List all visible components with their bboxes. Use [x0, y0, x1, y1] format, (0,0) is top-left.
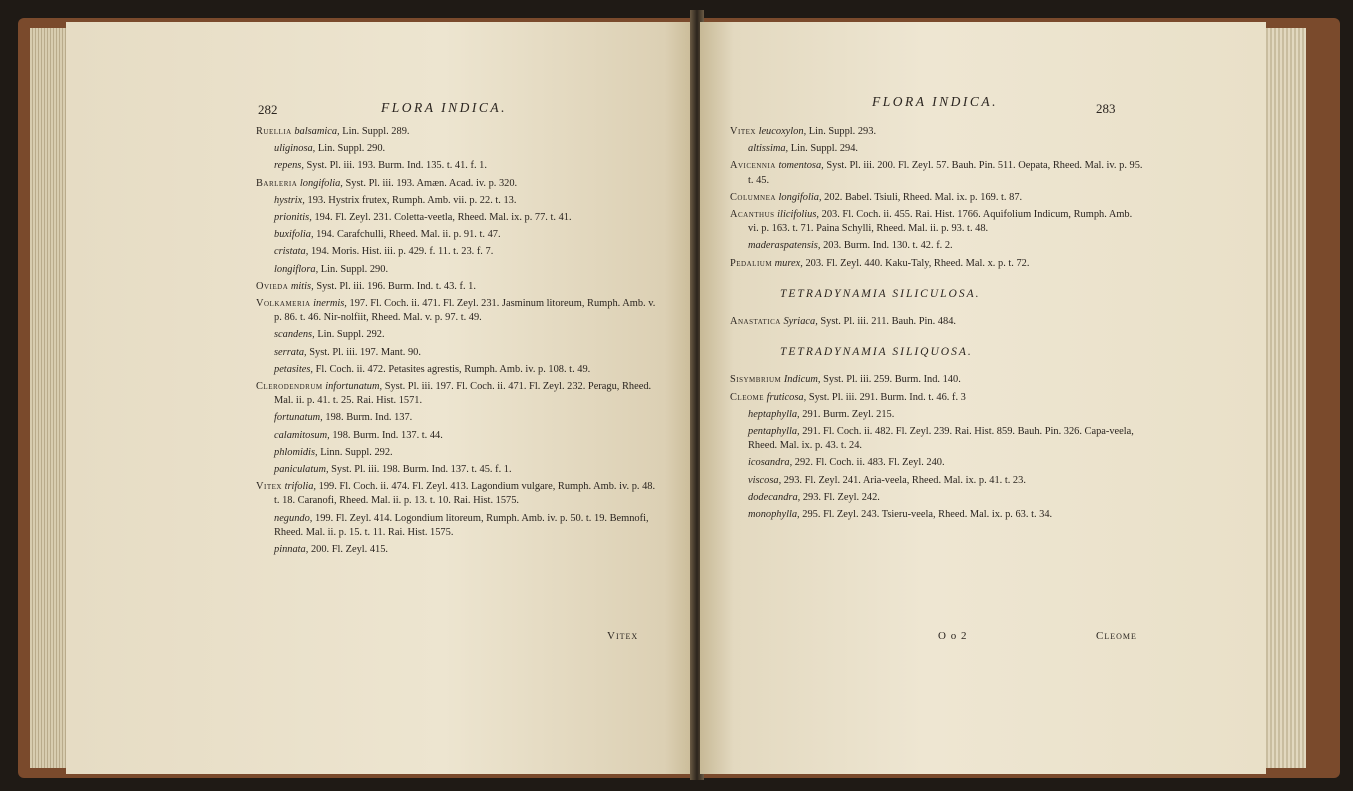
species-name: longifolia,: [299, 177, 343, 189]
species-name: Indicum,: [783, 374, 821, 386]
species-name: Syriaca,: [783, 316, 818, 328]
entry-references: 199. Fl. Zeyl. 414. Logondium litoreum, Rumph. Amb. iv. p. 50. t. 19. Bemnofi, Rheed. Mal. ii. p. 15. t. 11. Rai. Hist. 1575.: [274, 512, 649, 538]
catalogue-entry: [256, 263, 656, 277]
catalogue-entry: [256, 363, 656, 377]
catalogue-entry: [256, 142, 656, 156]
running-head-left: FLORA INDICA.: [381, 100, 507, 115]
catalogue-entry: [256, 543, 656, 557]
species-name: paniculatum,: [274, 464, 329, 476]
entry-references: Lin. Suppl. 290.: [317, 143, 386, 155]
left-page-edges: [30, 28, 70, 768]
species-name: negundo,: [274, 512, 313, 524]
entry-references: Syst. Pl. iii. 197. Mant. 90.: [309, 346, 421, 358]
entry-references: 200. Fl. Zeyl. 415.: [310, 544, 389, 556]
right-page-edges: [1262, 28, 1306, 768]
catalogue-entry: [730, 208, 1144, 236]
catalogue-entry: [256, 429, 656, 443]
species-name: scandens,: [274, 329, 315, 341]
catalogue-entry: [256, 446, 656, 460]
catalogue-entry: [256, 194, 656, 208]
right-entry-list-b: [730, 315, 1144, 329]
species-name: cristata,: [274, 246, 309, 258]
catalogue-entry: [730, 239, 1144, 253]
genus-name: Acanthus: [730, 209, 775, 221]
catalogue-entry: [256, 280, 656, 294]
entry-references: Lin. Suppl. 294.: [790, 143, 859, 155]
right-page: [700, 22, 1266, 774]
species-name: murex,: [774, 257, 803, 269]
catalogue-entry: [730, 191, 1144, 205]
right-entry-list-c: [730, 373, 1144, 522]
page-number-left: 282: [258, 102, 278, 117]
species-name: repens,: [274, 160, 304, 172]
entry-references: 203. Fl. Coch. ii. 455. Rai. Hist. 1766. Aquifolium Indicum, Rumph. Amb. vi. p. 163. t. 71. Paina Schylli, Rheed. Mal. ii. p. 93. t. 48.: [748, 209, 1133, 235]
species-name: phlomidis,: [274, 446, 318, 458]
entry-references: 194. Fl. Zeyl. 231. Coletta-veetla, Rheed. Mal. ix. p. 77. t. 41.: [314, 212, 572, 224]
catalogue-entry: [730, 125, 1144, 139]
species-name: calamitosum,: [274, 429, 330, 441]
catalogue-entry: [256, 411, 656, 425]
catalogue-entry: [730, 474, 1144, 488]
entry-references: 198. Burm. Ind. 137.: [325, 412, 413, 424]
catalogue-entry: [730, 315, 1144, 329]
species-name: pinnata,: [274, 544, 309, 556]
catalogue-entry: [730, 142, 1144, 156]
right-content: [730, 125, 1144, 525]
entry-references: Fl. Coch. ii. 472. Petasites agrestis, Rumph. Amb. iv. p. 108. t. 49.: [315, 363, 591, 375]
entry-references: Syst. Pl. iii. 259. Burm. Ind. 140.: [823, 374, 961, 386]
entry-references: Lin. Suppl. 289.: [342, 126, 410, 137]
entry-references: 198. Burm. Ind. 137. t. 44.: [332, 429, 443, 441]
catalogue-entry: [730, 408, 1144, 422]
species-name: tomentosa,: [778, 160, 824, 172]
entry-references: 203. Fl. Zeyl. 440. Kaku-Taly, Rheed. Mal. x. p. t. 72.: [805, 257, 1030, 269]
genus-name: Barleria: [256, 177, 298, 189]
catalogue-entry: [730, 491, 1144, 505]
entry-references: Syst. Pl. iii. 211. Bauh. Pin. 484.: [820, 316, 956, 328]
entry-references: Syst. Pl. iii. 291. Burm. Ind. t. 46. f. 3: [808, 391, 966, 403]
catalogue-entry: [256, 463, 656, 477]
catalogue-entry: [256, 328, 656, 342]
genus-name: Cleome: [730, 391, 765, 403]
catalogue-entry: [256, 380, 656, 408]
genus-name: Sisymbrium: [730, 374, 782, 386]
species-name: balsamica,: [294, 126, 340, 137]
species-name: prionitis,: [274, 212, 312, 224]
entry-references: 291. Burm. Zeyl. 215.: [802, 408, 895, 420]
entry-references: 293. Fl. Zeyl. 242.: [802, 491, 880, 503]
catalogue-entry: [730, 456, 1144, 470]
species-name: altissima,: [748, 143, 789, 155]
entry-references: Syst. Pl. iii. 196. Burm. Ind. t. 43. f. 1.: [316, 280, 476, 292]
entry-references: 293. Fl. Zeyl. 241. Aria-veela, Rheed. Mal. ix. p. 41. t. 23.: [783, 474, 1026, 486]
species-name: ilicifolius,: [777, 209, 820, 221]
catalogue-entry: [256, 228, 656, 242]
catchword-right: Cleome: [1096, 630, 1137, 642]
genus-name: Clerodendrum: [256, 381, 323, 393]
entry-references: 194. Carafchulli, Rheed. Mal. ii. p. 91. t. 47.: [316, 229, 501, 241]
species-name: uliginosa,: [274, 143, 316, 155]
catalogue-entry: [730, 159, 1144, 187]
species-name: buxifolia,: [274, 229, 314, 241]
entry-references: Lin. Suppl. 292.: [317, 329, 385, 341]
species-name: heptaphylla,: [748, 408, 800, 420]
genus-name: Ruellia: [256, 126, 292, 137]
catalogue-entry: [256, 480, 656, 508]
species-name: serrata,: [274, 346, 307, 358]
catalogue-entry: [256, 159, 656, 173]
entry-references: Syst. Pl. iii. 193. Amæn. Acad. iv. p. 320.: [345, 177, 518, 189]
species-name: petasites,: [274, 363, 313, 375]
page-number-right: 283: [1096, 101, 1116, 116]
section-heading-siliquosa: TETRADYNAMIA SILIQUOSA.: [780, 346, 973, 359]
catalogue-entry: [256, 512, 656, 540]
entry-references: Lin. Suppl. 293.: [808, 126, 877, 137]
signature-mark: O o 2: [938, 630, 968, 642]
genus-name: Vitex: [256, 481, 282, 493]
entry-references: Syst. Pl. iii. 198. Burm. Ind. 137. t. 45. f. 1.: [331, 464, 512, 476]
species-name: dodecandra,: [748, 491, 801, 503]
entry-references: Syst. Pl. iii. 200. Fl. Zeyl. 57. Bauh. Pin. 511. Oepata, Rheed. Mal. iv. p. 95. t. 45.: [748, 160, 1143, 186]
species-name: mitis,: [290, 280, 314, 292]
species-name: hystrix,: [274, 194, 305, 206]
catalogue-entry: [256, 346, 656, 360]
genus-name: Pedalium: [730, 257, 773, 269]
catalogue-entry: [256, 245, 656, 259]
catalogue-entry: [730, 257, 1144, 271]
left-page: [66, 22, 696, 774]
entry-references: 199. Fl. Coch. ii. 474. Fl. Zeyl. 413. Lagondium vulgare, Rumph. Amb. iv. p. 48. t. 18. Caranofi, Rheed. Mal. ii. p. 13. t. 10. Rai. Hist. 1575.: [274, 481, 656, 507]
catalogue-entry: [730, 373, 1144, 387]
entry-references: 295. Fl. Zeyl. 243. Tsieru-veela, Rheed. Mal. ix. p. 63. t. 34.: [802, 509, 1053, 521]
species-name: inermis,: [313, 298, 347, 310]
species-name: infortunatum,: [325, 381, 383, 393]
entry-references: 193. Hystrix frutex, Rumph. Amb. vii. p. 22. t. 13.: [307, 194, 517, 206]
species-name: pentaphylla,: [748, 426, 800, 438]
entry-references: 194. Moris. Hist. iii. p. 429. f. 11. t. 23. f. 7.: [310, 246, 494, 258]
right-entry-list-a: [730, 125, 1144, 271]
section-heading-siliculosa: TETRADYNAMIA SILICULOSA.: [780, 287, 981, 300]
species-name: viscosa,: [748, 474, 782, 486]
species-name: icosandra,: [748, 457, 793, 469]
entry-references: Syst. Pl. iii. 193. Burm. Ind. 135. t. 41. f. 1.: [306, 160, 487, 172]
genus-name: Anastatica: [730, 316, 781, 328]
species-name: fortunatum,: [274, 412, 323, 424]
catalogue-entry: [730, 425, 1144, 453]
genus-name: Volkameria: [256, 298, 311, 310]
genus-name: Vitex: [730, 126, 756, 137]
catalogue-entry: [730, 508, 1144, 522]
entry-references: 197. Fl. Coch. ii. 471. Fl. Zeyl. 231. Jasminum litoreum, Rumph. Amb. v. p. 86. t. 46. Nir-nolfiit, Rheed. Mal. v. p. 97. t. 49.: [274, 298, 656, 324]
species-name: monophylla,: [748, 509, 800, 521]
species-name: maderaspatensis,: [748, 240, 821, 252]
entry-references: Syst. Pl. iii. 197. Fl. Coch. ii. 471. Fl. Zeyl. 232. Peragu, Rheed. Mal. ii. p. 41. t. 25. Rai. Hist. 1571.: [274, 381, 652, 407]
genus-name: Columnea: [730, 191, 776, 203]
catchword-left: Vitex: [607, 630, 639, 642]
entry-references: 203. Burm. Ind. 130. t. 42. f. 2.: [823, 240, 953, 252]
species-name: fruticosa,: [766, 391, 807, 403]
entry-references: 291. Fl. Coch. ii. 482. Fl. Zeyl. 239. Rai. Hist. 859. Bauh. Pin. 326. Capa-veela, Rheed. Mal. ix. p. 43. t. 24.: [748, 426, 1134, 452]
genus-name: Avicennia: [730, 160, 776, 172]
running-head-right: FLORA INDICA.: [872, 94, 998, 109]
catalogue-entry: [256, 125, 656, 139]
catalogue-entry: [730, 391, 1144, 405]
genus-name: Ovieda: [256, 280, 289, 292]
entry-references: Lin. Suppl. 290.: [320, 263, 389, 275]
catalogue-entry: [256, 177, 656, 191]
entry-references: 292. Fl. Coch. ii. 483. Fl. Zeyl. 240.: [794, 457, 945, 469]
catalogue-entry: [256, 297, 656, 325]
species-name: leucoxylon,: [758, 126, 807, 137]
catalogue-entry: [256, 211, 656, 225]
species-name: longiflora,: [274, 263, 319, 275]
species-name: longifolia,: [778, 191, 822, 203]
left-entry-list: [256, 125, 656, 560]
entry-references: Linn. Suppl. 292.: [320, 446, 393, 458]
entry-references: 202. Babel. Tsiuli, Rheed. Mal. ix. p. 169. t. 87.: [824, 191, 1023, 203]
species-name: trifolia,: [284, 481, 317, 493]
